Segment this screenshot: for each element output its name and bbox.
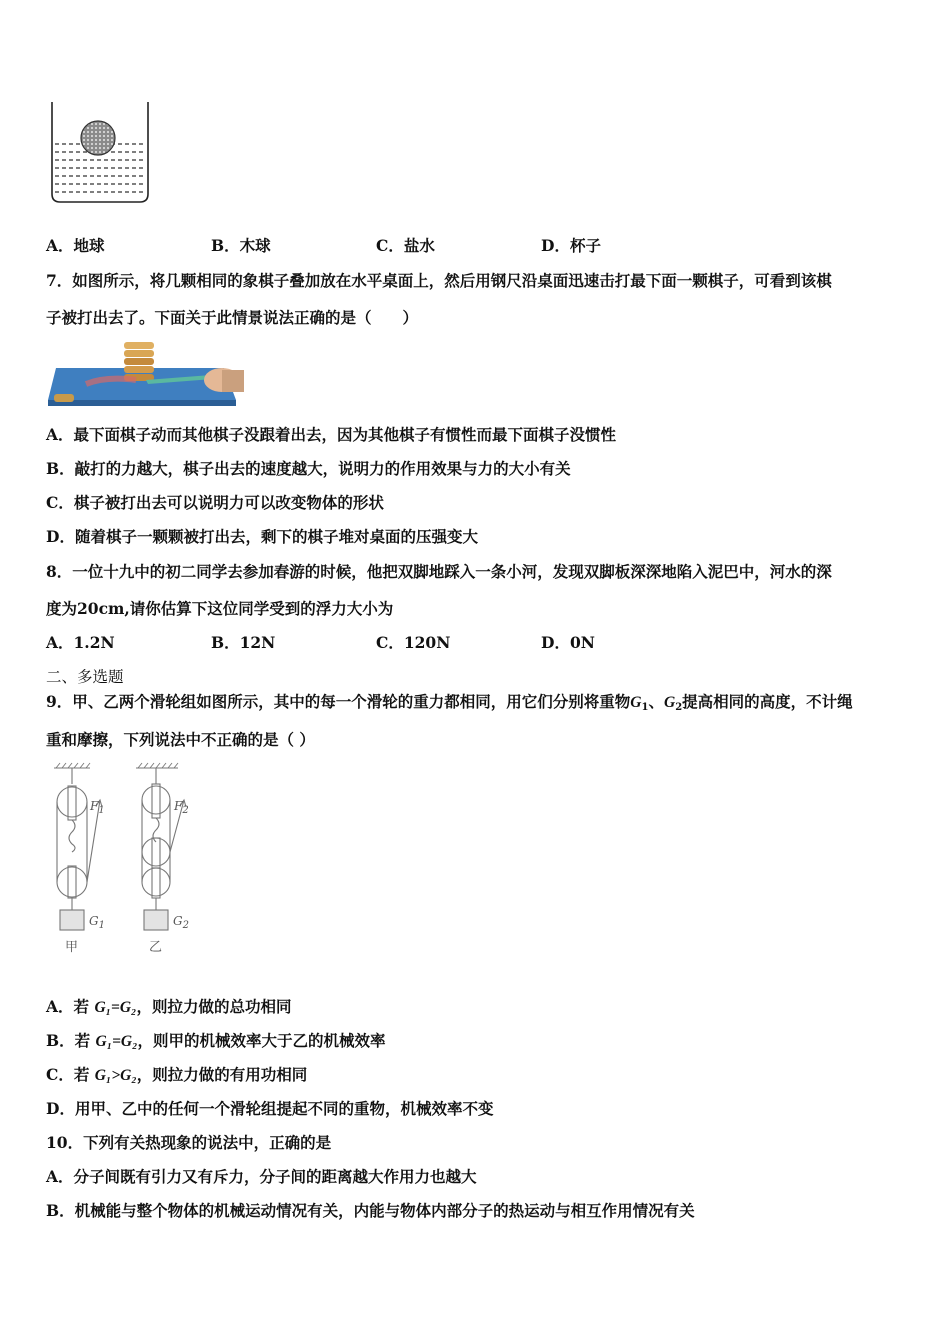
- q6-option-d[interactable]: D．杯子: [541, 236, 601, 255]
- q9-option-b[interactable]: B．若 G₁=G₂，则甲的机械效率大于乙的机械效率: [46, 1031, 386, 1050]
- q7-option-d[interactable]: D．随着棋子一颗颗被打出去，剩下的棋子堆对桌面的压强变大: [46, 527, 478, 546]
- q8-option-c[interactable]: C．120N: [376, 633, 451, 652]
- label-f2: $F_2$: [174, 799, 189, 816]
- caption-jia: 甲: [65, 940, 79, 955]
- q10-option-b[interactable]: B．机械能与整个物体的机械运动情况有关，内能与物体内部分子的热运动与相互作用情况有关: [46, 1201, 695, 1220]
- beaker-ball-figure: [46, 98, 156, 208]
- q8-option-b[interactable]: B．12N: [211, 633, 276, 652]
- q7-stem-line1: 7．如图所示，将几颗相同的象棋子叠加放在水平桌面上，然后用钢尺沿桌面迅速击打最下面一颗棋子，可看到该棋: [46, 271, 832, 290]
- q9-stem-line1: 9．甲、乙两个滑轮组如图所示，其中的每一个滑轮的重力都相同，用它们分别将重物$G_1$、$G_2$提高相同的高度，不计绳: [46, 692, 853, 713]
- q7-option-a[interactable]: A．最下面棋子动而其他棋子没跟着出去，因为其他棋子有惯性而最下面棋子没惯性: [46, 425, 617, 444]
- q9-stem-line2: 重和摩擦，下列说法中不正确的是（ ）: [46, 730, 315, 749]
- section-title: 二、多选题: [46, 668, 124, 686]
- q6-option-b[interactable]: B．木球: [211, 236, 271, 255]
- q6-option-a[interactable]: A．地球: [46, 236, 105, 255]
- q7-stem-line2: 子被打出去了。下面关于此情景说法正确的是（ ）: [46, 308, 419, 327]
- q8-option-d[interactable]: D．0N: [541, 633, 595, 652]
- q9-option-c[interactable]: C．若 G₁>G₂，则拉力做的有用功相同: [46, 1065, 308, 1084]
- q7-option-b[interactable]: B．敲打的力越大，棋子出去的速度越大，说明力的作用效果与力的大小有关: [46, 459, 571, 478]
- q10-option-a[interactable]: A．分子间既有引力又有斥力，分子间的距离越大作用力也越大: [46, 1167, 477, 1186]
- caption-yi: 乙: [149, 940, 163, 955]
- label-f1: $F_1$: [90, 799, 105, 816]
- q6-option-c[interactable]: C．盐水: [376, 236, 435, 255]
- q8-stem-line2: 度为20cm,请你估算下这位同学受到的浮力大小为: [46, 599, 394, 618]
- q8-option-a[interactable]: A．1.2N: [46, 633, 115, 652]
- q9-option-d[interactable]: D．用甲、乙中的任何一个滑轮组提起不同的重物，机械效率不变: [46, 1099, 494, 1118]
- chess-pieces-figure: [46, 340, 246, 412]
- q8-stem-line1: 8．一位十九中的初二同学去参加春游的时候，他把双脚地踩入一条小河，发现双脚板深深地陷入泥巴中，河水的深: [46, 562, 832, 581]
- q9-option-a[interactable]: A．若 G₁=G₂，则拉力做的总功相同: [46, 997, 292, 1016]
- label-g2: $G_2$: [173, 914, 189, 931]
- q10-stem: 10．下列有关热现象的说法中，正确的是: [46, 1133, 332, 1152]
- label-g1: $G_1$: [89, 914, 105, 931]
- q7-option-c[interactable]: C．棋子被打出去可以说明力可以改变物体的形状: [46, 493, 384, 512]
- pulley-figure: [44, 762, 204, 962]
